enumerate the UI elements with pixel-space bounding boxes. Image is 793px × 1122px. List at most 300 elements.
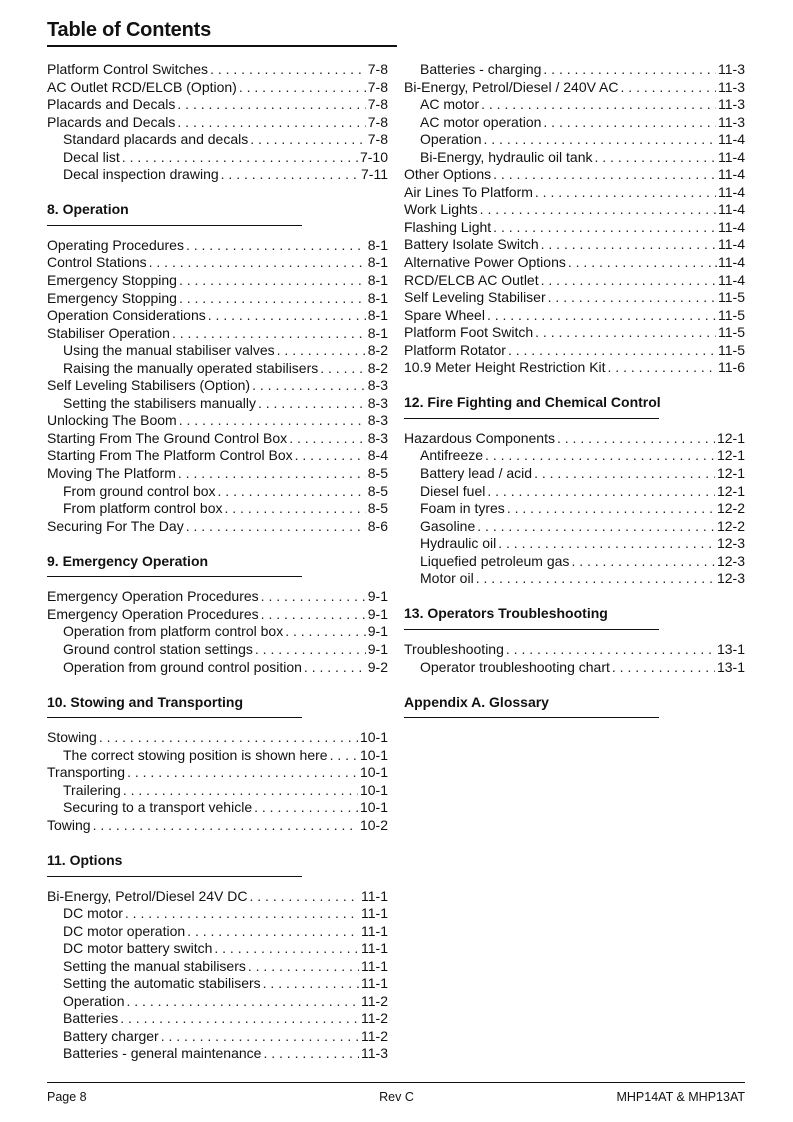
toc-entry-page: 11-5 (718, 289, 745, 306)
toc-entry-raising-the-manually-operated-stabilisers[interactable] (47, 360, 388, 378)
toc-entry-from-ground-control-box[interactable] (47, 483, 388, 501)
dot-leader (261, 588, 366, 606)
toc-entry-title: Liquefied petroleum gas (420, 552, 570, 569)
toc-entry-page: 11-3 (718, 61, 745, 77)
toc-entry-title: Spare Wheel (404, 306, 485, 323)
toc-entry-title: Standard placards and decals (63, 131, 249, 148)
toc-entry-troubleshooting[interactable] (404, 641, 745, 659)
toc-entry-emergency-operation-procedures[interactable] (47, 588, 388, 606)
toc-entry-page: 8-3 (367, 429, 388, 446)
dot-leader (506, 641, 715, 659)
toc-entry-title: Self Leveling Stabilisers (Option) (47, 377, 251, 394)
toc-entry-battery-isolate-switch[interactable] (404, 236, 745, 254)
toc-entry-securing-for-the-day[interactable] (47, 518, 388, 536)
toc-entry-page: 8-4 (367, 447, 388, 464)
toc-entry-title: Towing (47, 816, 91, 833)
section-spacer (47, 676, 388, 694)
dot-leader (483, 131, 716, 149)
toc-entry-trailering[interactable] (47, 782, 388, 800)
dot-leader (330, 747, 358, 765)
dot-leader (214, 940, 359, 958)
dot-leader (534, 465, 715, 483)
toc-entry-page: 8-6 (367, 517, 388, 534)
section-heading: 8. Operation (47, 201, 129, 218)
toc-entry-title: DC motor operation (63, 922, 186, 939)
dot-leader (123, 782, 358, 800)
dot-leader (178, 465, 366, 483)
toc-entry-setting-the-stabilisers-manually[interactable] (47, 395, 388, 413)
toc-entry-operation-from-platform-control-box[interactable] (47, 623, 388, 641)
toc-right-column (404, 61, 745, 729)
toc-entry-title: Battery Isolate Switch (404, 236, 539, 253)
toc-entry-page: 8-5 (367, 465, 388, 482)
toc-entry-page: 7-8 (367, 96, 388, 113)
toc-entry-page: 11-4 (718, 271, 745, 288)
toc-entry-operation[interactable] (47, 993, 388, 1011)
toc-entry-title: Moving The Platform (47, 465, 176, 482)
toc-entry-foam-in-tyres[interactable] (404, 500, 745, 518)
section-spacer (404, 377, 745, 395)
toc-entry-page: 11-3 (718, 96, 745, 113)
toc-entry-page: 8-3 (367, 412, 388, 429)
dot-leader (149, 254, 366, 272)
toc-entry-page: 11-5 (718, 306, 745, 323)
dot-leader (594, 149, 716, 167)
toc-entry-ac-motor-operation[interactable] (404, 114, 745, 132)
toc-entry-control-stations[interactable] (47, 254, 388, 272)
dot-leader (621, 79, 717, 97)
toc-entry-page: 9-1 (367, 640, 388, 657)
dot-leader (508, 342, 716, 360)
dot-leader (487, 483, 715, 501)
toc-entry-title: Unlocking The Boom (47, 412, 177, 429)
dot-leader (248, 958, 359, 976)
dot-leader (122, 149, 358, 167)
section-spacer (404, 588, 745, 606)
dot-leader (480, 201, 716, 219)
toc-entry-title: Stabiliser Operation (47, 324, 170, 341)
dot-leader (177, 96, 365, 114)
dot-leader (186, 518, 366, 536)
toc-entry-title: Gasoline (420, 517, 476, 534)
toc-entry-page: 11-2 (361, 992, 388, 1009)
toc-entry-page: 11-1 (361, 887, 388, 904)
toc-entry-page: .11-4 (714, 254, 745, 271)
dot-leader (239, 79, 366, 97)
toc-entry-page: 12-1 (716, 465, 745, 482)
toc-entry-operation-considerations[interactable] (47, 307, 388, 325)
dot-leader (541, 236, 716, 254)
toc-entry-stabiliser-operation[interactable] (47, 325, 388, 343)
toc-entry-title: AC motor (420, 96, 480, 113)
toc-entry-antifreeze[interactable] (404, 447, 745, 465)
dot-leader (535, 184, 716, 202)
toc-entry-page: 12-3 (716, 570, 745, 587)
toc-entry-page: 9-1 (367, 605, 388, 622)
toc-entry-title: Troubleshooting (404, 640, 504, 657)
toc-entry-other-options[interactable] (404, 166, 745, 184)
toc-entry-title: Decal inspection drawing (63, 166, 219, 183)
toc-entry-platform-control-switches[interactable] (47, 61, 388, 79)
section-heading: 11. Options (47, 851, 123, 868)
toc-entry-operator-troubleshooting-chart[interactable] (404, 659, 745, 677)
dot-leader (125, 905, 359, 923)
dot-leader (487, 307, 716, 325)
toc-entry-title: Transporting (47, 764, 126, 781)
toc-entry-page: 11-1 (361, 975, 388, 992)
dot-leader (612, 659, 715, 677)
dot-leader (255, 641, 366, 659)
toc-entry-dc-motor[interactable] (47, 905, 388, 923)
footer-divider (47, 1082, 745, 1083)
toc-entry-liquefied-petroleum-gas[interactable] (404, 553, 745, 571)
toc-entry-page: 11-4 (718, 201, 745, 218)
dot-leader (608, 359, 716, 377)
toc-entry-title: Hydraulic oil (420, 535, 497, 552)
toc-entry-title: Starting From The Ground Control Box (47, 429, 288, 446)
toc-left-column (47, 61, 388, 1063)
dot-leader (263, 1045, 359, 1063)
toc-entry-title: Hazardous Components (404, 429, 555, 446)
toc-entry-title: Platform Rotator (404, 341, 506, 358)
section-spacer (404, 676, 745, 694)
toc-entry-page: 11-3 (718, 78, 745, 95)
toc-entry-page: 11-4 (718, 131, 745, 148)
dot-leader (320, 360, 366, 378)
toc-entry-title: DC motor battery switch (63, 940, 213, 957)
toc-entry-page: 7-11 (361, 166, 388, 183)
toc-entry-title: Starting From The Platform Control Box (47, 447, 293, 464)
toc-entry-diesel-fuel[interactable] (404, 483, 745, 501)
toc-entry-10-9-meter-height-restriction-kit[interactable] (404, 359, 745, 377)
toc-entry-dc-motor-battery-switch[interactable] (47, 940, 388, 958)
toc-entry-page: 7-8 (367, 78, 388, 95)
toc-entry-page: 10-1 (359, 799, 388, 816)
toc-entry-battery-lead-acid[interactable] (404, 465, 745, 483)
toc-entry-page: 7-10 (359, 148, 388, 165)
toc-entry-page: 11-4 (718, 183, 745, 200)
dot-leader (304, 659, 366, 677)
dot-leader (127, 764, 358, 782)
toc-entry-decal-inspection-drawing[interactable] (47, 166, 388, 184)
toc-entry-page: 11-2 (361, 1027, 388, 1044)
toc-entry-title: Batteries - general maintenance (63, 1045, 262, 1062)
dot-leader (493, 219, 716, 237)
toc-entry-title: Setting the stabilisers manually (63, 394, 256, 411)
dot-leader (285, 623, 366, 641)
dot-leader (498, 535, 715, 553)
toc-entry-title: 10.9 Meter Height Restriction Kit (404, 359, 606, 376)
section-spacer (47, 184, 388, 202)
toc-entry-operation[interactable] (404, 131, 745, 149)
toc-entry-bi-energy-petrol-diesel-24v-dc[interactable] (47, 888, 388, 906)
toc-entry-page: 11-3 (361, 1045, 388, 1062)
toc-entry-title: Battery charger (63, 1027, 159, 1044)
toc-entry-hydraulic-oil[interactable] (404, 535, 745, 553)
toc-entry-title: Battery lead / acid (420, 465, 533, 482)
dot-leader (571, 553, 715, 571)
dot-leader (261, 606, 366, 624)
toc-entry-title: RCD/ELCB AC Outlet (404, 271, 539, 288)
page-title: Table of Contents (47, 19, 212, 41)
toc-entry-page: 8-2 (367, 342, 388, 359)
toc-entry-page: 11-4 (718, 166, 745, 183)
toc-entry-title: Batteries (63, 1010, 119, 1027)
toc-entry-page: 12-3 (716, 535, 745, 552)
toc-entry-title: Operator troubleshooting chart (420, 658, 610, 675)
dot-leader (295, 447, 366, 465)
section-heading: 10. Stowing and Transporting (47, 693, 244, 710)
toc-entry-title: Flashing Light (404, 218, 492, 235)
toc-entry-title: AC motor operation (420, 113, 542, 130)
dot-leader (208, 307, 366, 325)
dot-leader (187, 923, 359, 941)
dot-leader (476, 570, 715, 588)
toc-entry-title: Operation from platform control box (63, 623, 284, 640)
toc-entry-air-lines-to-platform[interactable] (404, 184, 745, 202)
toc-entry-setting-the-automatic-stabilisers[interactable] (47, 975, 388, 993)
toc-entry-securing-to-a-transport-vehicle[interactable] (47, 799, 388, 817)
toc-entry-page: 12-2 (716, 517, 745, 534)
toc-entry-self-leveling-stabilisers-option[interactable] (47, 377, 388, 395)
dot-leader (252, 377, 366, 395)
toc-entry-title: Operation from ground control position (63, 658, 302, 675)
toc-entry-placards-and-decals[interactable] (47, 96, 388, 114)
dot-leader (254, 799, 358, 817)
dot-leader (543, 61, 716, 79)
toc-entry-page: 12-3 (716, 552, 745, 569)
dot-leader (263, 975, 359, 993)
section-heading: 13. Operators Troubleshooting (404, 605, 608, 622)
toc-entry-title: AC Outlet RCD/ELCB (Option) (47, 78, 237, 95)
toc-entry-motor-oil[interactable] (404, 570, 745, 588)
dot-leader (172, 325, 366, 343)
section-heading: 12. Fire Fighting and Chemical Control (404, 394, 661, 411)
section-heading-underline (47, 717, 302, 718)
toc-entry-page: 11-4 (718, 236, 745, 253)
toc-entry-page: 12-1 (716, 447, 745, 464)
dot-leader (289, 430, 366, 448)
dot-leader (557, 430, 715, 448)
toc-entry-title: Alternative Power Options (404, 254, 566, 271)
toc-entry-rcd-elcb-ac-outlet[interactable] (404, 272, 745, 290)
toc-entry-page: 11-4 (718, 218, 745, 235)
toc-entry-battery-charger[interactable] (47, 1028, 388, 1046)
dot-leader (225, 500, 366, 518)
dot-leader (210, 61, 366, 79)
toc-entry-page: 8-5 (367, 482, 388, 499)
toc-entry-title: Control Stations (47, 254, 147, 271)
toc-entry-title: Platform Foot Switch (404, 324, 534, 341)
toc-entry-dc-motor-operation[interactable] (47, 923, 388, 941)
toc-entry-title: Motor oil (420, 570, 474, 587)
dot-leader (249, 888, 359, 906)
toc-entry-page: 11-5 (718, 341, 745, 358)
toc-entry-gasoline[interactable] (404, 518, 745, 536)
toc-entry-moving-the-platform[interactable] (47, 465, 388, 483)
toc-entry-alternative-power-options[interactable] (404, 254, 745, 272)
toc-entry-title: Platform Control Switches (47, 61, 209, 77)
toc-entry-title: Emergency Operation Procedures (47, 605, 259, 622)
toc-entry-work-lights[interactable] (404, 201, 745, 219)
toc-entry-spare-wheel[interactable] (404, 307, 745, 325)
toc-entry-page: 9-1 (367, 623, 388, 640)
toc-entry-title: Operation Considerations (47, 307, 206, 324)
toc-entry-transporting[interactable] (47, 764, 388, 782)
toc-entry-emergency-operation-procedures[interactable] (47, 606, 388, 624)
dot-leader (481, 96, 716, 114)
toc-entry-page: 7-8 (367, 131, 388, 148)
toc-entry-standard-placards-and-decals[interactable] (47, 131, 388, 149)
dot-leader (277, 342, 366, 360)
toc-entry-title: Operating Procedures (47, 236, 184, 253)
dot-leader (218, 483, 366, 501)
toc-entry-title: Securing For The Day (47, 517, 184, 534)
section-heading-underline (47, 876, 302, 877)
toc-entry-stowing[interactable] (47, 729, 388, 747)
toc-entry-title: From ground control box (63, 482, 216, 499)
toc-entry-title: Emergency Operation Procedures (47, 588, 259, 605)
toc-entry-decal-list[interactable] (47, 149, 388, 167)
toc-entry-title: Bi-Energy, Petrol/Diesel / 240V AC (404, 78, 619, 95)
toc-entry-title: The correct stowing position is shown here (63, 746, 328, 763)
toc-entry-page: 11-1 (361, 940, 388, 957)
dot-leader (177, 114, 365, 132)
toc-entry-title: Securing to a transport vehicle (63, 799, 253, 816)
toc-entry-batteries-general-maintenance[interactable] (47, 1045, 388, 1063)
toc-entry-placards-and-decals[interactable] (47, 114, 388, 132)
toc-entry-title: Bi-Energy, Petrol/Diesel 24V DC (47, 887, 248, 904)
toc-entry-title: Air Lines To Platform (404, 183, 533, 200)
toc-entry-page: 8-1 (367, 307, 388, 324)
dot-leader (485, 447, 715, 465)
dot-leader (535, 324, 716, 342)
toc-entry-page: 11-1 (361, 905, 388, 922)
toc-entry-page: 11-4 (718, 148, 745, 165)
toc-entry-page: 9-2 (367, 658, 388, 675)
section-heading: 9. Emergency Operation (47, 552, 209, 569)
toc-entry-flashing-light[interactable] (404, 219, 745, 237)
toc-entry-batteries[interactable] (47, 1010, 388, 1028)
toc-entry-ac-motor[interactable] (404, 96, 745, 114)
dot-leader (543, 114, 716, 132)
toc-entry-batteries-charging[interactable] (404, 61, 745, 79)
dot-leader (507, 500, 715, 518)
toc-entry-setting-the-manual-stabilisers[interactable] (47, 958, 388, 976)
toc-entry-page: 9-1 (367, 588, 388, 605)
toc-entry-page: 13-1 (716, 658, 745, 675)
footer-revision: Rev C (379, 1090, 414, 1104)
toc-entry-the-correct-stowing-position-is-shown-here[interactable] (47, 747, 388, 765)
section-heading-underline (47, 576, 302, 577)
toc-entry-page: 13-1 (716, 640, 745, 657)
toc-entry-starting-from-the-ground-control-box[interactable] (47, 430, 388, 448)
toc-entry-title: From platform control box (63, 500, 223, 517)
toc-entry-title: Setting the automatic stabilisers (63, 975, 261, 992)
toc-entry-page: 11-1 (361, 922, 388, 939)
toc-entry-title: DC motor (63, 905, 123, 922)
toc-entry-page: 10-2 (359, 816, 388, 833)
dot-leader (541, 272, 716, 290)
toc-entry-title: Batteries - charging (420, 61, 542, 77)
toc-entry-title: Work Lights (404, 201, 478, 218)
toc-entry-bi-energy-petrol-diesel-240v-ac[interactable] (404, 79, 745, 97)
toc-entry-platform-foot-switch[interactable] (404, 324, 745, 342)
toc-entry-self-leveling-stabiliser[interactable] (404, 289, 745, 307)
dot-leader (250, 131, 366, 149)
section-heading-underline (47, 225, 302, 226)
toc-entry-page: 10-1 (359, 764, 388, 781)
toc-entry-page: 7-8 (367, 113, 388, 130)
toc-entry-title: Antifreeze (420, 447, 484, 464)
toc-entry-towing[interactable] (47, 817, 388, 835)
dot-leader (120, 1010, 359, 1028)
toc-entry-unlocking-the-boom[interactable] (47, 412, 388, 430)
section-heading-underline (404, 717, 659, 718)
toc-entry-title: Emergency Stopping (47, 289, 177, 306)
section-spacer (47, 834, 388, 852)
toc-entry-starting-from-the-platform-control-box[interactable] (47, 447, 388, 465)
toc-entry-title: Using the manual stabiliser valves (63, 342, 275, 359)
section-heading: Appendix A. Glossary (404, 693, 549, 710)
toc-entry-title: Operation (63, 992, 125, 1009)
dot-leader (493, 166, 716, 184)
toc-entry-hazardous-components[interactable] (404, 430, 745, 448)
toc-entry-page: 12-1 (716, 429, 745, 446)
toc-entry-title: Setting the manual stabilisers (63, 957, 246, 974)
dot-leader (258, 395, 366, 413)
toc-entry-operating-procedures[interactable] (47, 237, 388, 255)
toc-entry-bi-energy-hydraulic-oil-tank[interactable] (404, 149, 745, 167)
dot-leader (93, 817, 358, 835)
dot-leader (186, 237, 366, 255)
toc-entry-platform-rotator[interactable] (404, 342, 745, 360)
dot-leader (126, 993, 359, 1011)
dot-leader (179, 272, 366, 290)
toc-entry-emergency-stopping[interactable] (47, 272, 388, 290)
toc-entry-title: Operation (420, 131, 482, 148)
toc-entry-title: Decal list (63, 148, 120, 165)
toc-entry-title: Bi-Energy, hydraulic oil tank (420, 148, 593, 165)
toc-entry-title: Placards and Decals (47, 113, 176, 130)
toc-entry-ac-outlet-rcd-elcb-option[interactable] (47, 79, 388, 97)
toc-entry-title: Ground control station settings (63, 640, 253, 657)
toc-entry-operation-from-ground-control-position[interactable] (47, 659, 388, 677)
toc-entry-page: 10-1 (359, 781, 388, 798)
toc-entry-ground-control-station-settings[interactable] (47, 641, 388, 659)
toc-entry-page: 8-1 (367, 324, 388, 341)
toc-entry-using-the-manual-stabiliser-valves[interactable] (47, 342, 388, 360)
dot-leader (161, 1028, 359, 1046)
dot-leader (179, 290, 366, 308)
toc-entry-emergency-stopping[interactable] (47, 290, 388, 308)
toc-entry-title: Other Options (404, 166, 492, 183)
toc-entry-title: Stowing (47, 729, 97, 746)
dot-leader (568, 254, 712, 272)
toc-entry-page: 11-2 (361, 1010, 388, 1027)
dot-leader (548, 289, 716, 307)
toc-entry-page: 8-1 (367, 289, 388, 306)
toc-entry-from-platform-control-box[interactable] (47, 500, 388, 518)
dot-leader (99, 729, 358, 747)
toc-entry-title: Placards and Decals (47, 96, 176, 113)
toc-entry-page: 10-1 (359, 746, 388, 763)
toc-entry-page: 11-3 (718, 113, 745, 130)
footer-page-label: Page 8 (47, 1090, 87, 1104)
toc-entry-page: 11-6 (718, 359, 745, 376)
section-heading-underline (404, 418, 659, 419)
toc-entry-page: 10-1 (359, 729, 388, 746)
